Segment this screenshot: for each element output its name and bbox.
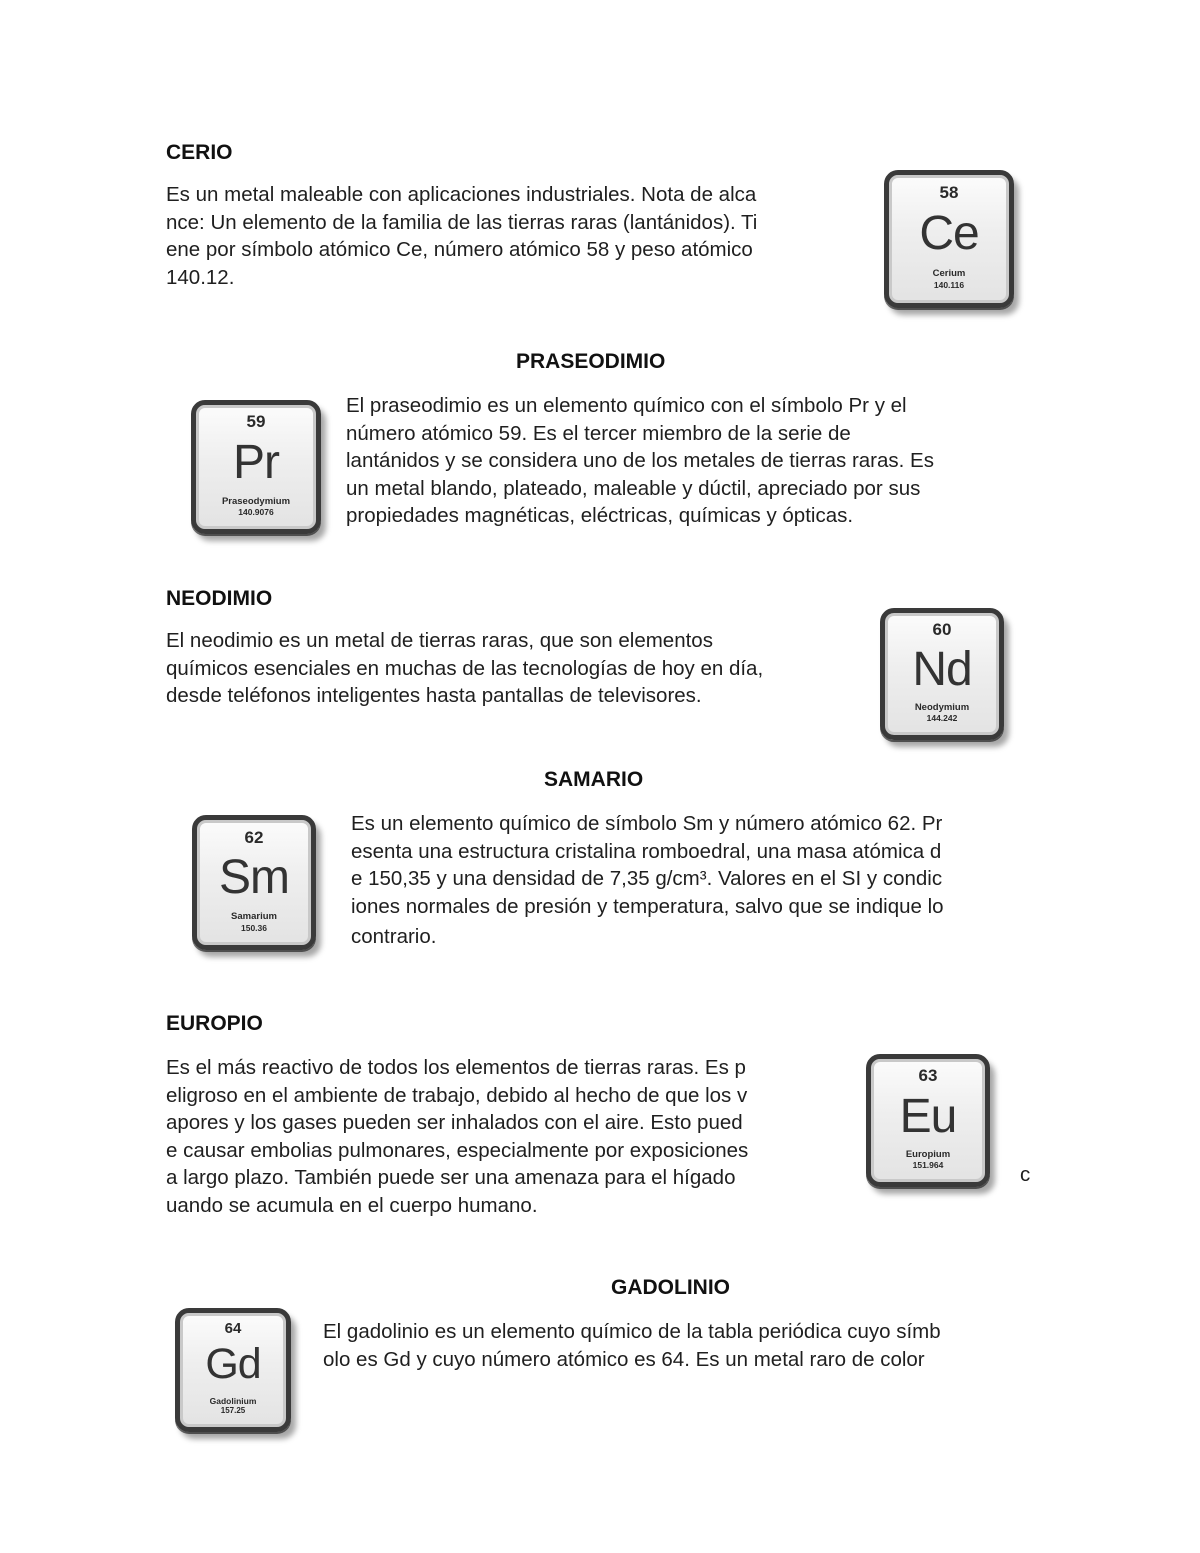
atomic-number: 62	[244, 827, 264, 847]
section-text	[166, 181, 757, 291]
section-title: EUROPIO	[166, 1012, 263, 1035]
element-name: Europium	[905, 1148, 951, 1160]
text-line: iones normales de presión y temperatura, salvo que se indique lo	[351, 894, 944, 918]
text-line: uando se acumula en el cuerpo humano.	[166, 1193, 538, 1217]
element-tile	[192, 815, 316, 950]
text-line: propiedades magnéticas, eléctricas, químicas y ópticas.	[346, 504, 854, 527]
text-line: Es el más reactivo de todos los elementos de tierras raras. Es p	[166, 1056, 746, 1079]
atomic-mass: 144.242	[926, 713, 958, 724]
element-name: Gadolinium	[209, 1396, 257, 1407]
atomic-number: 59	[246, 412, 266, 432]
text-line: químicos esenciales en muchas de las tecnologías de hoy en día,	[166, 656, 764, 680]
section-title: SAMARIO	[544, 768, 644, 791]
text-line: Es un metal maleable con aplicaciones industriales. Nota de alca	[166, 183, 757, 206]
text-line: e causar embolias pulmonares, especialmente por exposiciones	[166, 1138, 749, 1162]
element-symbol: Pr	[233, 435, 279, 489]
section-title: CERIO	[166, 141, 233, 164]
text-line: olo es Gd y cuyo número atómico es 64. Es un metal raro de color	[323, 1347, 925, 1371]
text-line: El neodimio es un metal de tierras raras, que son elementos	[166, 629, 713, 652]
text-line: nce: Un elemento de la familia de las tierras raras (lantánidos). Ti	[166, 210, 758, 234]
element-symbol: Sm	[219, 851, 289, 904]
text-line: contrario.	[351, 925, 437, 948]
atomic-number: 64	[224, 1319, 242, 1337]
section-text	[166, 1054, 748, 1219]
atomic-number: 63	[918, 1066, 938, 1086]
element-symbol: Gd	[205, 1340, 261, 1389]
text-line: desde teléfonos inteligentes hasta pantallas de televisores.	[166, 684, 702, 707]
section-text	[323, 1318, 941, 1373]
element-tile	[175, 1308, 291, 1432]
text-line: eligroso en el ambiente de trabajo, debido al hecho de que los v	[166, 1083, 748, 1107]
element-symbol: Eu	[899, 1089, 957, 1143]
element-tile	[866, 1054, 990, 1187]
text-line: número atómico 59. Es el tercer miembro de la serie de	[346, 421, 851, 445]
element-name: Samarium	[231, 911, 277, 923]
text-line: esenta una estructura cristalina romboedral, una masa atómica d	[351, 839, 942, 863]
section-title: GADOLINIO	[611, 1276, 730, 1299]
atomic-number: 58	[939, 182, 959, 202]
section-text	[351, 810, 944, 951]
text-line: ene por símbolo atómico Ce, número atómico 58 y peso atómico	[166, 238, 753, 261]
element-symbol: Nd	[912, 643, 972, 697]
section-text	[346, 392, 934, 530]
text-line: apores y los gases pueden ser inhalados con el aire. Esto pued	[166, 1111, 743, 1134]
text-line: Es un elemento químico de símbolo Sm y número atómico 62. Pr	[351, 812, 943, 835]
text-line: un metal blando, plateado, maleable y dúctil, apreciado por sus	[346, 476, 921, 500]
atomic-mass: 140.9076	[238, 506, 274, 517]
section-text	[166, 627, 763, 710]
text-line: a largo plazo. También puede ser una amenaza para el hígado	[166, 1166, 736, 1189]
atomic-mass: 151.964	[912, 1159, 944, 1170]
text-line: lantánidos y se considera uno de los metales de tierras raras. Es	[346, 449, 934, 472]
wrapped-char: c	[1020, 1163, 1031, 1186]
text-line: El gadolinio es un elemento químico de la tabla periódica cuyo símb	[323, 1320, 941, 1343]
element-name: Cerium	[932, 268, 966, 280]
element-symbol: Ce	[919, 206, 979, 260]
text-line: 140.12.	[166, 265, 235, 289]
element-tile	[191, 400, 321, 534]
section-title: NEODIMIO	[166, 587, 273, 610]
element-tile	[880, 608, 1004, 740]
text-line: e 150,35 y una densidad de 7,35 g/cm³. Valores en el SI y condic	[351, 867, 943, 890]
element-name: Neodymium	[914, 702, 970, 714]
atomic-number: 60	[932, 620, 952, 640]
element-tile	[884, 170, 1014, 308]
atomic-mass: 140.116	[933, 279, 965, 290]
atomic-mass: 150.36	[241, 922, 267, 933]
element-name: Praseodymium	[221, 495, 291, 507]
section-title: PRASEODIMIO	[516, 350, 666, 373]
atomic-mass: 157.25	[220, 1406, 246, 1416]
text-line: El praseodimio es un elemento químico con el símbolo Pr y el	[346, 394, 907, 417]
